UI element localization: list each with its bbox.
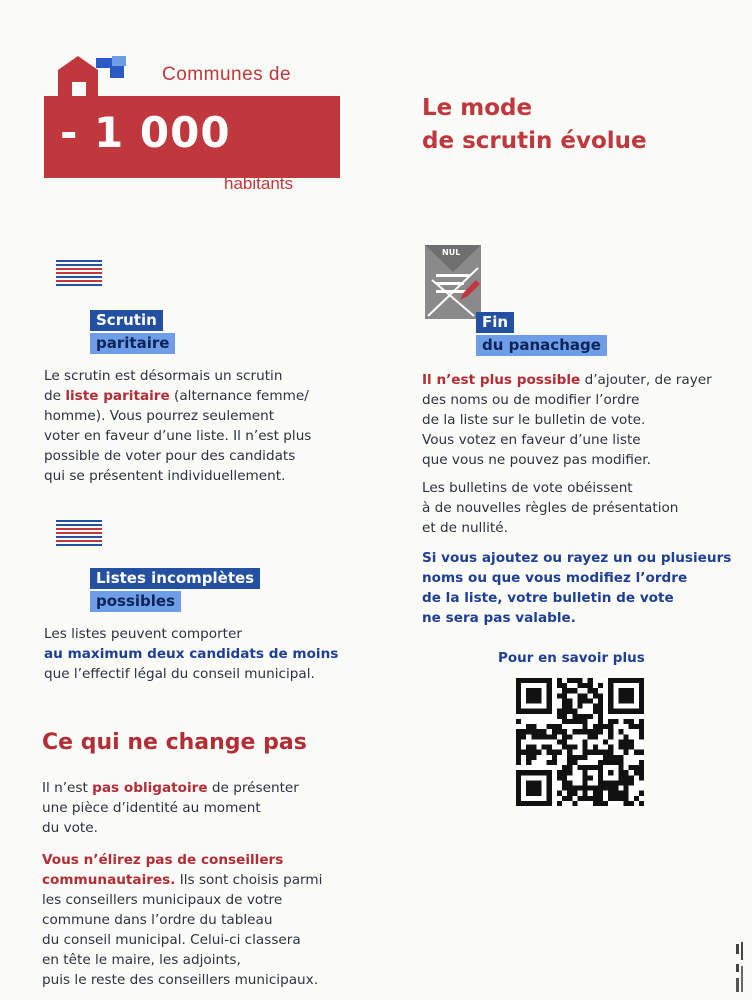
text-line: des noms ou de modifier l’ordre <box>422 392 640 408</box>
text-fragment: d’ajouter, de rayer <box>580 372 712 388</box>
ballot-nul-label: NUL <box>442 248 461 257</box>
logo-top-text: Communes de <box>162 64 292 85</box>
emphasis-plus-possible: Il n’est plus possible <box>422 372 581 388</box>
text-line: Les listes peuvent comporter <box>44 626 242 642</box>
label-listes-incompletes <box>90 568 260 614</box>
house-icon <box>52 52 148 100</box>
label-scrutin-line2: paritaire <box>90 333 175 354</box>
text-line: du conseil municipal. Celui-ci classera <box>42 932 301 948</box>
flag-stripes-icon <box>56 260 102 290</box>
page-title-line2: de scrutin évolue <box>422 128 647 154</box>
text-line <box>42 778 299 798</box>
unchanged-title: Ce qui ne change pas <box>42 730 307 755</box>
text-line: ne sera pas valable. <box>422 610 576 626</box>
text-line: en tête le maire, les adjoints, <box>42 952 241 968</box>
text-line: Les bulletins de vote obéissent <box>422 480 633 496</box>
text-line: les conseillers municipaux de votre <box>42 892 283 908</box>
panachage-paragraph-3 <box>422 548 731 628</box>
text-line: possible de voter pour des candidats <box>44 448 296 464</box>
ballot-nul-icon <box>424 244 482 320</box>
text-line: voter en faveur d’une liste. Il n’est plus <box>44 428 312 444</box>
text-line <box>422 370 712 390</box>
emphasis-liste-paritaire: liste paritaire <box>65 388 170 404</box>
text-line <box>42 870 322 890</box>
emphasis-communautaires: communautaires. <box>42 872 176 888</box>
text-line: Vous votez en faveur d’une liste <box>422 432 641 448</box>
scrutin-paragraph <box>44 366 311 486</box>
text-fragment: (alternance femme/ <box>169 388 309 404</box>
page-title-line1: Le mode <box>422 95 533 121</box>
label-scrutin-line1: Scrutin <box>90 310 163 331</box>
text-line: puis le reste des conseillers municipaux. <box>42 972 319 988</box>
text-fragment: de présenter <box>207 780 299 796</box>
qr-code-icon[interactable] <box>516 678 644 806</box>
label-fin-panachage <box>476 312 607 358</box>
text-line: et de nullité. <box>422 520 508 536</box>
text-line: Le scrutin est désormais un scrutin <box>44 368 283 384</box>
text-line: homme). Vous pourrez seulement <box>44 408 275 424</box>
text-line: noms ou que vous modifiez l’ordre <box>422 570 688 586</box>
text-line: de la liste sur le bulletin de vote. <box>422 412 646 428</box>
label-listes-line1: Listes incomplètes <box>90 568 260 589</box>
text-fragment: de <box>44 388 66 404</box>
logo-bottom-text: habitants <box>224 174 293 193</box>
emphasis-conseillers: Vous n’élirez pas de conseillers <box>42 852 284 868</box>
panachage-paragraph-1 <box>422 370 712 470</box>
unchanged-paragraph-2 <box>42 850 322 990</box>
label-panachage-line2: du panachage <box>476 335 607 356</box>
flag-stripes-icon <box>56 520 102 550</box>
text-fragment: Ils sont choisis parmi <box>175 872 323 888</box>
label-listes-line2: possibles <box>90 591 181 612</box>
print-code-mark <box>734 940 748 996</box>
text-line: que vous ne pouvez pas modifier. <box>422 452 651 468</box>
communes-logo <box>44 52 344 202</box>
text-line: du vote. <box>42 820 98 836</box>
page-title <box>422 92 722 158</box>
emphasis-pas-obligatoire: pas obligatoire <box>92 780 208 796</box>
text-fragment: Il n’est <box>42 780 93 796</box>
text-line <box>44 386 311 406</box>
more-info-label: Pour en savoir plus <box>498 650 645 666</box>
text-line: de la liste, votre bulletin de vote <box>422 590 674 606</box>
emphasis-maximum: au maximum deux candidats de moins <box>44 646 339 662</box>
text-line: à de nouvelles règles de présentation <box>422 500 679 516</box>
text-line: Si vous ajoutez ou rayez un ou plusieurs <box>422 550 732 566</box>
unchanged-paragraph-1 <box>42 778 299 838</box>
text-line: qui se présentent individuellement. <box>44 468 286 484</box>
panachage-paragraph-2 <box>422 478 678 538</box>
text-line: commune dans l’ordre du tableau <box>42 912 273 928</box>
label-panachage-line1: Fin <box>476 312 514 333</box>
label-scrutin-paritaire <box>90 310 175 356</box>
logo-number: - 1 000 <box>60 108 231 157</box>
text-line: une pièce d’identité au moment <box>42 800 261 816</box>
listes-paragraph <box>44 624 338 684</box>
text-line: que l’effectif légal du conseil municipal. <box>44 666 315 682</box>
